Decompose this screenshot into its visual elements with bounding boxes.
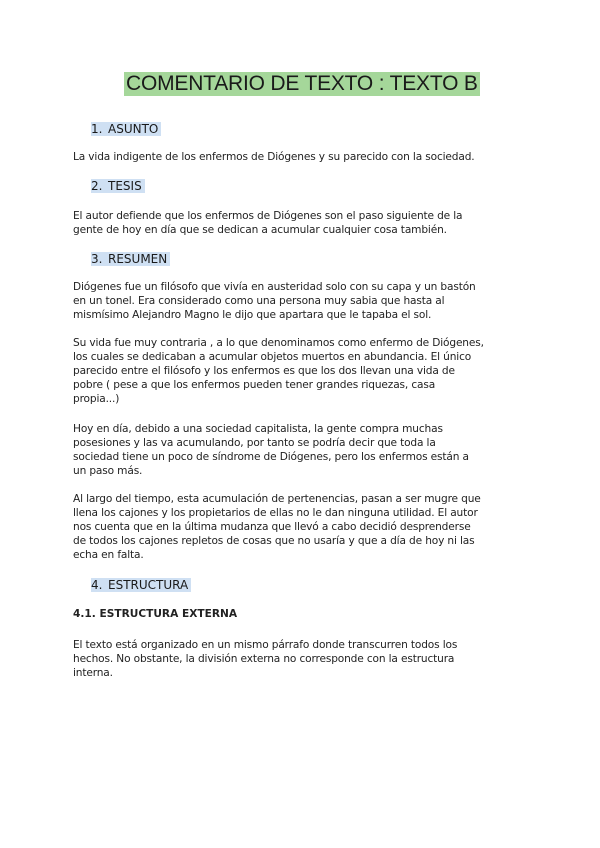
text-line: Hoy en día, debido a una sociedad capitalista, la gente compra muchas — [73, 423, 443, 435]
text-line: El autor defiende que los enfermos de Diógenes son el paso siguiente de la — [73, 210, 463, 222]
resumen-paragraph-2 — [73, 336, 533, 406]
resumen-paragraph-1 — [73, 280, 533, 322]
text-line: Su vida fue muy contraria , a lo que denominamos como enfermo de Diógenes, — [73, 337, 484, 349]
heading-highlight — [91, 122, 161, 136]
section-label: RESUMEN — [108, 252, 168, 266]
section-heading-estructura — [91, 578, 191, 593]
section-number: 1. — [91, 122, 103, 136]
text-line: parecido entre el filósofo y los enfermos es que los dos llevan una vida de — [73, 365, 455, 377]
text-line: un paso más. — [73, 465, 143, 477]
section-number: 4. — [91, 578, 103, 592]
text-line: sociedad tiene un poco de síndrome de Diógenes, pero los enfermos están a — [73, 451, 469, 463]
text-line: Diógenes fue un filósofo que vivía en austeridad solo con su capa y un bastón — [73, 281, 476, 293]
resumen-paragraph-3 — [73, 422, 533, 478]
section-number: 3. — [91, 252, 103, 266]
section-heading-asunto — [91, 122, 161, 137]
section-heading-tesis — [91, 179, 145, 194]
text-line: posesiones y las va acumulando, por tanto se podría decir que toda la — [73, 437, 436, 449]
resumen-paragraph-4 — [73, 492, 533, 562]
text-line: hechos. No obstante, la división externa no corresponde con la estructura — [73, 653, 455, 665]
text-line: mismísimo Alejandro Magno le dijo que apartara que le tapaba el sol. — [73, 309, 432, 321]
text-line: nos cuenta que en la última mudanza que llevó a cabo decidió desprenderse — [73, 521, 471, 533]
text-line: en un tonel. Era considerado como una persona muy sabia que hasta al — [73, 295, 445, 307]
section-label: TESIS — [108, 179, 142, 193]
section-label: ASUNTO — [108, 122, 159, 136]
section-label: ESTRUCTURA — [108, 578, 189, 592]
text-line: gente de hoy en día que se dedican a acumular cualquier cosa también. — [73, 224, 447, 236]
text-line: Al largo del tiempo, esta acumulación de pertenencias, pasan a ser mugre que — [73, 493, 481, 505]
document-title: COMENTARIO DE TEXTO : TEXTO B — [126, 72, 478, 95]
heading-highlight — [91, 252, 170, 266]
tesis-paragraph — [73, 209, 533, 237]
text-line: propia...) — [73, 393, 120, 405]
text-line: pobre ( pese a que los enfermos pueden tener grandes riquezas, casa — [73, 379, 436, 391]
heading-highlight — [91, 578, 191, 592]
text-line: echa en falta. — [73, 549, 144, 561]
asunto-paragraph — [73, 150, 533, 164]
text-line: llena los cajones y los propietarios de ellas no le dan ninguna utilidad. El autor — [73, 507, 478, 519]
section-number: 2. — [91, 179, 103, 193]
section-heading-resumen — [91, 252, 170, 267]
text-line: los cuales se dedicaban a acumular objetos muertos en abundancia. El único — [73, 351, 472, 363]
text-line: El texto está organizado en un mismo párrafo donde transcurren todos los — [73, 639, 458, 651]
estructura-paragraph — [73, 638, 533, 680]
heading-highlight — [91, 179, 145, 193]
subsection-heading-estructura-externa: 4.1. ESTRUCTURA EXTERNA — [73, 608, 238, 620]
text-line: La vida indigente de los enfermos de Diógenes y su parecido con la sociedad. — [73, 151, 475, 163]
text-line: de todos los cajones repletos de cosas que no usaría y que a día de hoy ni las — [73, 535, 475, 547]
text-line: interna. — [73, 667, 113, 679]
